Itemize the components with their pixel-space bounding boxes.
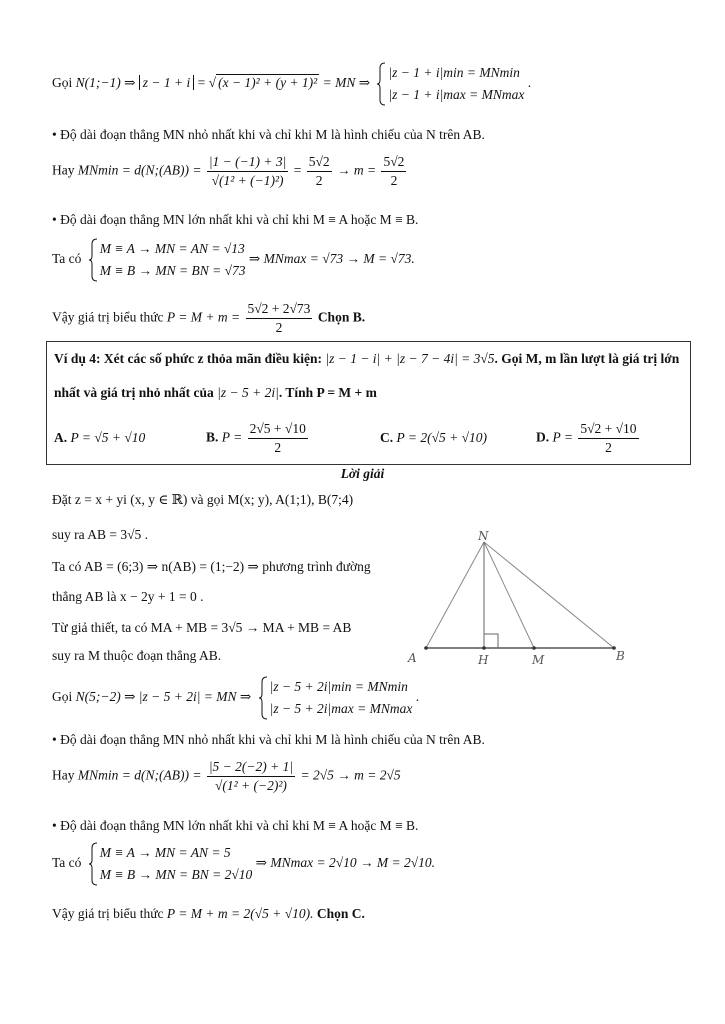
- system-cases-1: M ≡ A → MN = AN = √13 M ≡ B → MN = BN = √73: [88, 238, 246, 282]
- left-brace-icon: [88, 238, 98, 282]
- taco-line-2: Ta có M ≡ A → MN = AN = 5 M ≡ B → MN = BN = 2√10 ⇒ MNmax = 2√10 → M = 2√10.: [52, 842, 435, 886]
- label-b: B: [616, 649, 625, 663]
- segment-nm: [484, 542, 534, 648]
- sys-row-max: |z − 1 + i|max = MNmax: [388, 87, 525, 102]
- answer-choice: Chọn B.: [317, 309, 366, 325]
- point-a: [424, 646, 428, 650]
- p-fraction: $\frac{5√2 + 2√73}{2}$: [247, 301, 311, 335]
- vay-line-2: Vậy giá trị biểu thức P = M + m = 2(√5 + √10). Chọn C.: [52, 906, 365, 921]
- segment-nb: [484, 542, 614, 648]
- solution-title: Lời giải: [340, 466, 385, 481]
- abs-expr: z − 1 + i: [139, 75, 194, 90]
- left-brace-icon: [88, 842, 98, 886]
- equals: =: [197, 75, 206, 91]
- goi-n-line: Gọi N(1;−1) ⇒ z − 1 + i = √ (x − 1)² + (y + 1)² = MN ⇒ |z − 1 + i|min = MNmin |z − 1 + i|max = MNmax .: [52, 62, 531, 106]
- goi-prefix: Gọi: [52, 75, 73, 91]
- bullet-max-1: • Độ dài đoạn thẳng MN lớn nhất khi và chỉ khi M ≡ A hoặc M ≡ B.: [52, 212, 419, 227]
- example4-line1: Ví dụ 4: Xét các số phức z thỏa mãn điều kiện: |z − 1 − i| + |z − 7 − 4i| = 3√5. Gọi M, m lần lượt là giá trị lớn: [54, 351, 680, 366]
- vector-line-b: thẳng AB là x − 2y + 1 = 0 .: [52, 589, 204, 604]
- eq-mn: = MN ⇒: [322, 75, 371, 91]
- mn-min-lhs: MNmin = d(N;(AB)) =: [77, 162, 202, 178]
- option-c[interactable]: C. P = 2(√5 + √10): [380, 430, 488, 445]
- dat-line: Đặt z = x + yi (x, y ∈ ℝ) và gọi M(x; y), A(1;1), B(7;4): [52, 492, 354, 507]
- taco-line-1: Ta có M ≡ A → MN = AN = √13 M ≡ B → MN = BN = √73 ⇒ MNmax = √73 → M = √73.: [52, 238, 415, 282]
- system-cases-2: M ≡ A → MN = AN = 5 M ≡ B → MN = BN = 2√10: [88, 842, 252, 886]
- example-label: Ví dụ 4:: [54, 351, 101, 366]
- segment-na: [426, 542, 484, 648]
- result-fraction: $\frac{5√2}{2}$: [308, 154, 330, 188]
- vector-line-a: Ta có AB = (6;3) ⇒ n(AB) = (1;−2) ⇒ phương trình đường: [52, 559, 371, 574]
- point-h: [482, 646, 486, 650]
- condition: |z − 1 − i| + |z − 7 − 4i| = 3√5: [325, 351, 495, 366]
- geometry-figure: [398, 528, 638, 668]
- suyra-m: suy ra M thuộc đoạn thẳng AB.: [52, 648, 222, 663]
- point-m: [532, 646, 536, 650]
- option-b[interactable]: B. P = $\frac{2√5 + √10}{2}$: [206, 421, 306, 455]
- distance-fraction: $\frac{|1 - (-1) + 3|}{\text{√(1² + (−1)²)}}$: [208, 154, 287, 188]
- label-a: A: [408, 651, 417, 665]
- left-brace-icon: [258, 676, 268, 720]
- left-brace-icon: [376, 62, 386, 106]
- suyra-ab: suy ra AB = 3√5 .: [52, 527, 149, 542]
- m-fraction: $\frac{5√2}{2}$: [383, 154, 405, 188]
- label-n: N: [478, 529, 489, 543]
- option-a[interactable]: A. P = √5 + √10: [54, 430, 146, 445]
- goi-n-line-2: Gọi N(5;−2) ⇒ |z − 5 + 2i| = MN ⇒ |z − 5 + 2i|min = MNmin |z − 5 + 2i|max = MNmax .: [52, 676, 419, 720]
- example4-line2: nhất và giá trị nhỏ nhất của |z − 5 + 2i|. Tính P = M + m: [54, 385, 377, 400]
- label-h: H: [478, 653, 489, 667]
- distance-fraction-2: $\frac{|5 - 2(-2) + 1|}{\text{√(1² + (−2)²)}}$: [208, 759, 294, 793]
- label-m: M: [532, 653, 545, 667]
- answer-choice-2: Chọn C.: [316, 906, 365, 921]
- bullet-min-2: • Độ dài đoạn thẳng MN nhỏ nhất khi và chỉ khi M là hình chiếu của N trên AB.: [52, 732, 485, 747]
- hay-line-1: Hay MNmin = d(N;(AB)) = $\frac{|1 - (-1) + 3|}{\text{√(1² + (−1)²)}}$ = $\frac{5√2}{2}$ → m = $\frac{5√2}{2}$: [52, 154, 405, 188]
- right-angle-mark: [484, 634, 498, 648]
- system-min-max: [376, 62, 524, 106]
- bullet-max-2: • Độ dài đoạn thẳng MN lớn nhất khi và chỉ khi M ≡ A hoặc M ≡ B.: [52, 818, 419, 833]
- n-point: N(1;−1): [75, 75, 121, 91]
- system-min-max-2: |z − 5 + 2i|min = MNmin |z − 5 + 2i|max = MNmax: [258, 676, 413, 720]
- tugiathiet-line: Từ giả thiết, ta có MA + MB = 3√5 → MA + MB = AB: [52, 620, 352, 635]
- implies: ⇒: [124, 75, 136, 91]
- option-d[interactable]: D. P = $\frac{5√2 + √10}{2}$: [536, 421, 637, 455]
- vay-line-1: Vậy giá trị biểu thức P = M + m = $\frac{5√2 + 2√73}{2}$ Chọn B.: [52, 301, 366, 335]
- bullet-min-1: • Độ dài đoạn thẳng MN nhỏ nhất khi và chỉ khi M là hình chiếu của N trên AB.: [52, 127, 485, 142]
- sys-row-min: |z − 1 + i|min = MNmin: [388, 65, 520, 80]
- sqrt-expr: √ (x − 1)² + (y + 1)²: [208, 75, 318, 91]
- hay-line-2: Hay MNmin = d(N;(AB)) = $\frac{|5 - 2(-2) + 1|}{\text{√(1² + (−2)²)}}$ = 2√5 → m = 2√5: [52, 759, 401, 793]
